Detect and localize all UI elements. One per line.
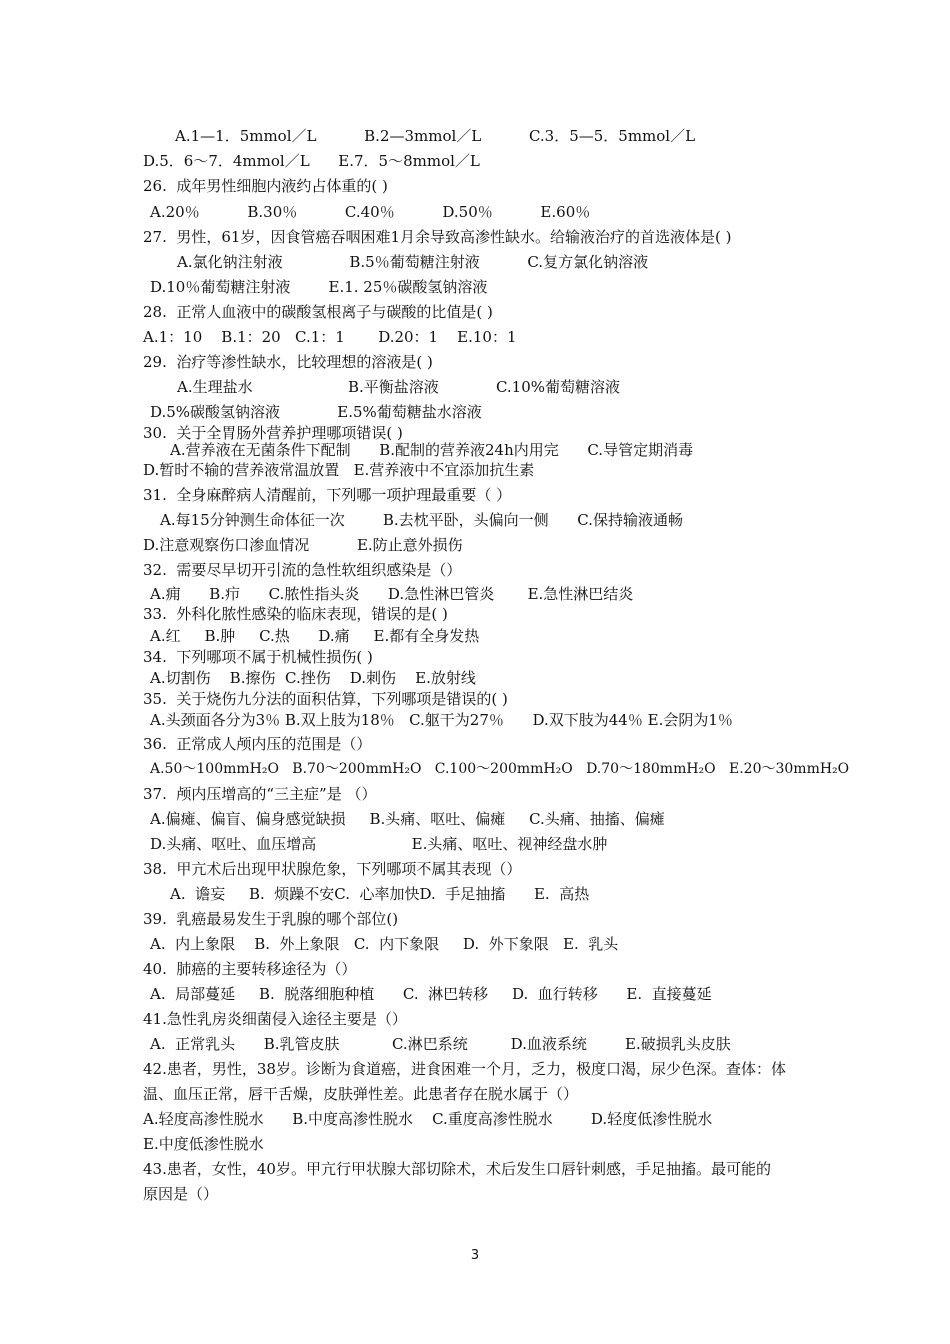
question-39: 39. 乳癌最易发生于乳腺的哪个部位(): [143, 910, 399, 928]
text-line-28: A.50～100mmH₂O B.70～200mmH₂O C.100～200mmH₂O D.70～180mmH₂O E.20～30mmH₂O: [150, 761, 850, 777]
question-29: 29. 治疗等渗性缺水，比较理想的溶液是( ): [143, 353, 433, 371]
text-line-14: A.营养液在无菌条件下配制 B.配制的营养液24h内用完 C.导管定期消毒: [170, 441, 694, 459]
question-27: 27. 男性，61岁，因食管癌吞咽困难1月余导致高渗性缺水。给输液治疗的首选液体是( ): [143, 228, 732, 246]
text-line-20: A.痈 B.疖 C.脓性指头炎 D.急性淋巴管炎 E.急性淋巴结炎: [150, 585, 634, 603]
text-line-1: A.1—1．5mmol／L B.2—3mmol／L C.3．5—5．5mmol／L: [175, 127, 696, 145]
text-line-15: D.暂时不输的营养液常温放置 E.营养液中不宜添加抗生素: [143, 461, 535, 479]
text-line-18: D.注意观察伤口渗血情况 E.防止意外损伤: [143, 536, 463, 554]
text-line-33: A. 谵妄 B. 烦躁不安C. 心率加快D. 手足抽搐 E. 高热: [170, 885, 590, 903]
text-line-22: A.红 B.肿 C.热 D.痛 E.都有全身发热: [150, 627, 480, 645]
question-30: 30. 关于全胃肠外营养护理哪项错误( ): [143, 424, 403, 442]
question-28: 28. 正常人血液中的碳酸氢根离子与碳酸的比值是( ): [143, 303, 493, 321]
text-line-43: E.中度低渗性脱水: [143, 1135, 264, 1153]
question-35: 35. 关于烧伤九分法的面积估算，下列哪项是错误的( ): [143, 690, 508, 708]
question-33: 33. 外科化脓性感染的临床表现，错误的是( ): [143, 605, 448, 623]
text-line-6: A.氯化钠注射液 B.5％葡萄糖注射液 C.复方氯化钠溶液: [177, 253, 649, 271]
question-38: 38. 甲亢术后出现甲状腺危象，下列哪项不属其表现（）: [143, 860, 522, 878]
text-line-4: A.20％ B.30％ C.40％ D.50％ E.60％: [150, 203, 591, 221]
question-32: 32. 需要尽早切开引流的急性软组织感染是（）: [143, 561, 462, 579]
text-line-41: 温、血压正常，唇干舌燥，皮肤弹性差。此患者存在脱水属于（）: [143, 1085, 579, 1103]
question-37: 37. 颅内压增高的“三主症”是 （）: [143, 785, 377, 803]
question-36: 36. 正常成人颅内压的范围是（）: [143, 735, 372, 753]
page-number: 3: [470, 1248, 480, 1263]
question-31: 31. 全身麻醉病人清醒前，下列哪一项护理最重要（ ）: [143, 486, 512, 504]
text-line-7: D.10％葡萄糖注射液 E.1. 25％碳酸氢钠溶液: [150, 278, 488, 296]
question-42: 42.患者，男性，38岁。诊断为食道癌，进食困难一个月，乏力，极度口渴，尿少色深。查体：体: [143, 1060, 786, 1078]
text-line-30: A.偏瘫、偏盲、偏身感觉缺损 B.头痛、呕吐、偏瘫 C.头痛、抽搐、偏瘫: [150, 810, 665, 828]
question-41: 41.急性乳房炎细菌侵入途径主要是（）: [143, 1010, 407, 1028]
question-43: 43.患者，女性，40岁。甲亢行甲状腺大部切除术，术后发生口唇针刺感，手足抽搐。最可能的: [143, 1160, 771, 1178]
question-26: 26. 成年男性细胞内液约占体重的( ): [143, 177, 388, 195]
text-line-24: A.切割伤 B.擦伤 C.挫伤 D.刺伤 E.放射线: [150, 669, 476, 687]
text-line-39: A. 正常乳头 B.乳管皮肤 C.淋巴系统 D.血液系统 E.破损乳头皮肤: [150, 1035, 731, 1053]
text-line-37: A. 局部蔓延 B. 脱落细胞种植 C. 淋巴转移 D. 血行转移 E. 直接蔓延: [150, 985, 712, 1003]
text-line-31: D.头痛、呕吐、血压增高 E.头痛、呕吐、视神经盘水肿: [150, 835, 608, 853]
text-line-42: A.轻度高渗性脱水 B.中度高渗性脱水 C.重度高渗性脱水 D.轻度低渗性脱水: [143, 1110, 713, 1128]
text-line-35: A. 内上象限 B. 外上象限 C. 内下象限 D. 外下象限 E. 乳头: [150, 935, 619, 953]
text-line-11: A.生理盐水 B.平衡盐溶液 C.10%葡萄糖溶液: [177, 378, 621, 396]
text-line-2: D.5．6～7．4mmol／L E.7．5～8mmol／L: [143, 152, 480, 170]
text-line-17: A.每15分钟测生命体征一次 B.去枕平卧，头偏向一侧 C.保持输液通畅: [160, 511, 683, 529]
text-line-12: D.5%碳酸氢钠溶液 E.5%葡萄糖盐水溶液: [150, 403, 482, 421]
question-40: 40. 肺癌的主要转移途径为（）: [143, 960, 357, 978]
question-34: 34. 下列哪项不属于机械性损伤( ): [143, 648, 373, 666]
text-line-9: A.1：10 B.1：20 C.1：1 D.20：1 E.10：1: [143, 328, 517, 346]
text-line-26: A.头颈面各分为3％ B.双上肢为18％ C.躯干为27％ D.双下肢为44％ E.会阴为1％: [150, 711, 733, 729]
text-line-45: 原因是（）: [143, 1185, 219, 1203]
